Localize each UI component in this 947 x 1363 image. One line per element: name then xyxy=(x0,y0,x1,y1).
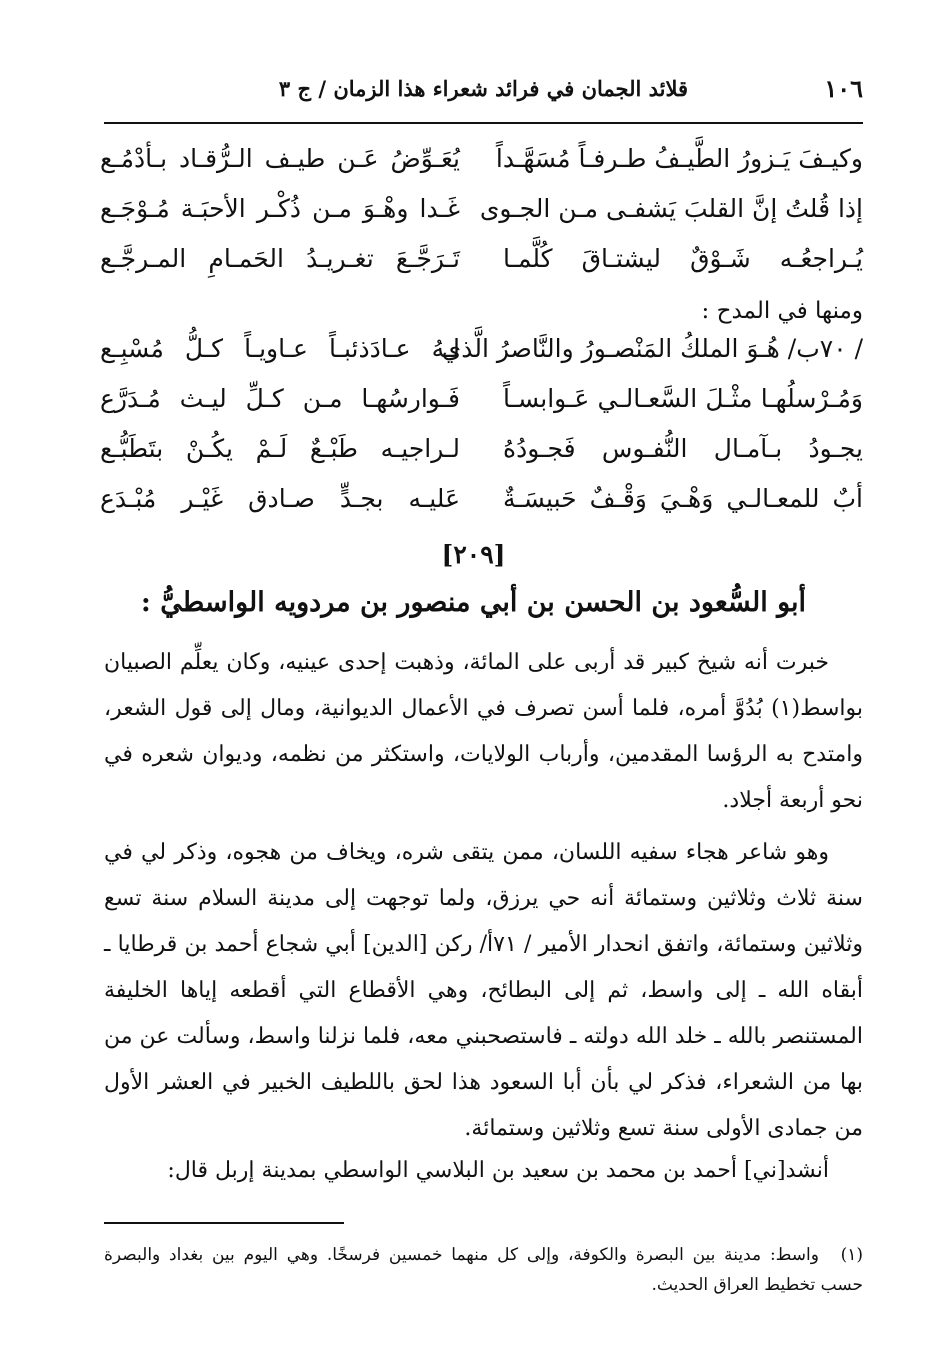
verse-line xyxy=(100,374,863,424)
biography-paragraph xyxy=(104,830,863,1152)
verse-second-hemistich: لـراجيـه طَبْـعٌ لَـمْ يكُـنْ بتَطَبُّـع xyxy=(100,434,460,463)
verse-first-hemistich: يُـراجعُـه شَـوْقٌ ليشتـاقَ كُلَّمـا xyxy=(503,244,863,273)
verse-second-hemistich: يُعَـوِّضُ عَـن طيـف الـرُّقـاد بـأدْمُـع xyxy=(100,144,460,173)
verse-line xyxy=(100,234,863,284)
verse-second-hemistich: تَـرَجَّـعَ تغـريـدُ الحَمـامِ المـرجَّـع xyxy=(100,244,460,273)
footnote-number: (١) xyxy=(840,1245,863,1265)
verse-second-hemistich: غَـدا وهْـوَ مـن ذُكْـر الأحبَـة مُـوْجَـع xyxy=(100,194,460,223)
paragraph-text: خبرت أنه شيخ كبير قد أربى على المائة، وذهبت إحدى عينيه، وكان يعلِّم الصبيان بواسط(١) بُدُوَّ أمره، فلما أسن تصرف في الأعمال الديوانية، ومال إلى قول الشعر، وامتدح به الرؤسا المقدمين، وأرباب الولايات، واستكثر من نظمه، وديوان شعره في نحو أربعة أجلاد. xyxy=(104,650,863,813)
biography-paragraph xyxy=(104,640,863,824)
page-number: ١٠٦ xyxy=(824,74,863,103)
poem-2 xyxy=(100,324,863,524)
verse-first-hemistich: وكيـفَ يَـزورُ الطَّيـفُ طـرفـاً مُسَهَّـداً xyxy=(495,144,863,173)
entry-heading: أبو السُّعود بن الحسن بن أبي منصور بن مردويه الواسطيُّ : xyxy=(140,587,807,618)
verse-second-hemistich: عَليـه بجـدٍّ صـادق غَيْـر مُبْـدَع xyxy=(100,484,460,513)
page-header xyxy=(104,74,863,114)
paragraph-text: وهو شاعر هجاء سفيه اللسان، ممن يتقى شره، ويخاف من هجوه، وذكر لي في سنة ثلاث وثلاثين وستمائة أنه حي يرزق، ولما توجهت إلى مدينة السلام سنة تسع وثلاثين وستمائة، واتفق انحدار الأمير / ٧١أ/ ركن [الدين] أبي شجاع أحمد بن قرطايا ـ أبقاه الله ـ إلى واسط، ثم إلى البطائح، وهي الأقطاع التي أقطعه إياها الخليفة المستنصر بالله ـ خلد الله دولته ـ فاستصحبني معه، فلما نزلنا واسط، وسألت عن من بها من الشعراء، فذكر لي بأن أبا السعود هذا لحق باللطيف الخبير في العشر الأول من جمادى الأولى سنة تسع وثلاثين وستمائة. xyxy=(104,840,863,1141)
footnote xyxy=(104,1240,863,1300)
verse-second-hemistich: لـهُ عـادَذئبـاً عـاويـاً كـلُّ مُسْبِـع xyxy=(100,334,460,363)
entry-number: [٢٠٩] xyxy=(441,540,506,569)
poem-intro: ومنها في المدح : xyxy=(701,298,863,324)
verse-line xyxy=(100,474,863,524)
poem-1 xyxy=(100,134,863,284)
verse-first-hemistich: يجـودُ بـآمـال النُّفـوس فَجـودُهُ xyxy=(503,434,863,463)
verse-second-hemistich: فَـوارسُهـا مـن كـلِّ ليـث مُـدَرَّع xyxy=(100,384,460,413)
running-title: قلائد الجمان في فرائد شعراء هذا الزمان / ج ٣ xyxy=(278,76,689,101)
paragraph-text: أنشد[ني] أحمد بن محمد بن سعيد بن البلاسي الواسطي بمدينة إربل قال: xyxy=(167,1158,829,1183)
verse-line xyxy=(100,324,863,374)
verse-first-hemistich: أبٌ للمعـالـي وَهْـيَ وَقْـفٌ حَبيسَـةٌ xyxy=(503,484,863,513)
footnote-rule xyxy=(104,1222,344,1224)
recitation-paragraph xyxy=(104,1148,863,1194)
verse-line xyxy=(100,134,863,184)
verse-line xyxy=(100,424,863,474)
footnote-text: واسط: مدينة بين البصرة والكوفة، وإلى كل منهما خمسين فرسخًا. وهي اليوم بين بغداد والبصرة حسب تخطيط العراق الحديث. xyxy=(104,1245,863,1295)
verse-line xyxy=(100,184,863,234)
header-rule xyxy=(104,122,863,124)
verse-first-hemistich: إذا قُلتُ إنَّ القلبَ يَشفـى مـن الجـوى xyxy=(479,194,863,223)
verse-first-hemistich: / ٧٠ب/ هُـوَ الملكُ المَنْصـورُ والنَّاصرُ الَّذي xyxy=(441,334,863,363)
verse-first-hemistich: وَمُـرْسلُهـا مثْـلَ السَّعـالـي عَـوابسـاً xyxy=(503,384,863,413)
